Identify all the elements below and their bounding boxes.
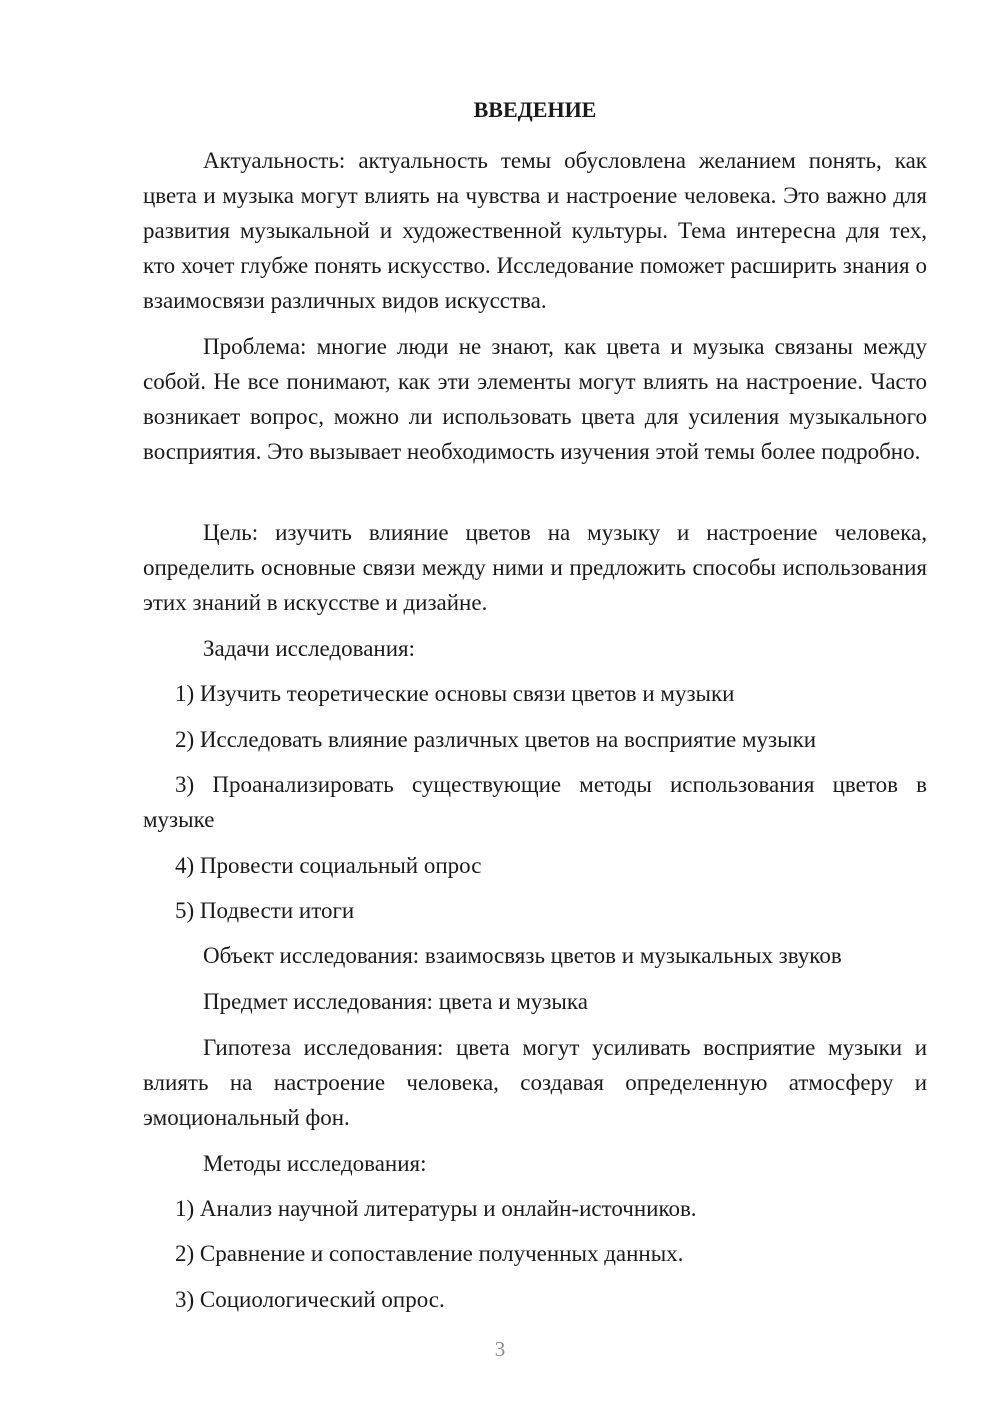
methods-heading: Методы исследования: bbox=[203, 1151, 427, 1176]
task-item: 2) Исследовать влияние различных цветов на восприятие музыки bbox=[175, 727, 817, 752]
task-item: 5) Подвести итоги bbox=[175, 898, 355, 923]
method-item: 1) Анализ научной литературы и онлайн-источников. bbox=[175, 1196, 697, 1221]
task-item: 4) Провести социальный опрос bbox=[175, 853, 482, 878]
task-item: 1) Изучить теоретические основы связи цветов и музыки bbox=[175, 681, 735, 706]
object-statement: Объект исследования: взаимосвязь цветов и музыкальных звуков bbox=[203, 943, 842, 968]
tasks-heading: Задачи исследования: bbox=[203, 636, 416, 661]
task-item: 3) Проанализировать существующие методы использования цветов в музыке bbox=[143, 772, 927, 832]
method-item: 2) Сравнение и сопоставление полученных данных. bbox=[175, 1241, 684, 1266]
hypothesis-paragraph: Гипотеза исследования: цвета могут усиливать восприятие музыки и влиять на настроение человека, создавая определенную атмосферу и эмоциональный фон. bbox=[143, 1035, 927, 1130]
method-item: 3) Социологический опрос. bbox=[175, 1287, 445, 1312]
subject-statement: Предмет исследования: цвета и музыка bbox=[203, 989, 588, 1014]
problem-paragraph: Проблема: многие люди не знают, как цвета и музыка связаны между собой. Не все понимают, как эти элементы могут влиять на настроение. Часто возникает вопрос, можно ли использовать цвета для усиления музыкального восприятия. Это вызывает необходимость изучения этой темы более подробно. bbox=[143, 334, 927, 464]
goal-paragraph: Цель: изучить влияние цветов на музыку и настроение человека, определить основные связи между ними и предложить способы использования этих знаний в искусстве и дизайне. bbox=[143, 520, 927, 615]
relevance-paragraph: Актуальность: актуальность темы обусловлена желанием понять, как цвета и музыка могут влиять на чувства и настроение человека. Это важно для развития музыкальной и художественной культуры. Тема интересна для тех, кто хочет глубже понять искусство. Исследование поможет расширить знания о взаимосвязи различных видов искусства. bbox=[143, 148, 927, 313]
section-title: ВВЕДЕНИЕ bbox=[473, 97, 597, 122]
page-number: 3 bbox=[494, 1337, 506, 1361]
